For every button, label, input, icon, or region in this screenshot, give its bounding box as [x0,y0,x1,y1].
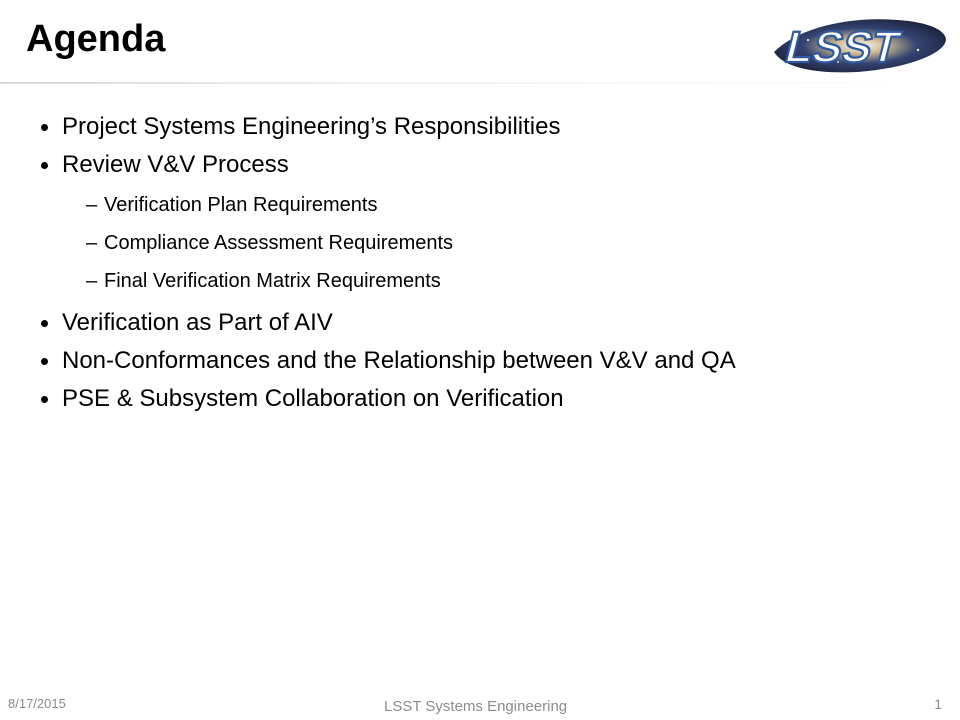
bullet-dot [41,396,48,403]
agenda-subitem-text: Verification Plan Requirements [104,194,378,216]
agenda-item [40,146,940,184]
bullet-dot [41,162,48,169]
agenda-item [40,304,940,342]
sub-marker: – [86,270,98,292]
page-number: 1 [934,696,942,712]
title-divider [0,82,960,84]
agenda-item [40,380,940,418]
agenda-subitem [40,262,940,300]
bullet-dot [41,320,48,327]
bullet-dot [41,358,48,365]
logo-wordmark: LSST [780,23,906,72]
agenda-item-text: Project Systems Engineering’s Responsibilities [62,113,561,140]
sub-marker: – [86,232,98,254]
agenda-list [40,108,940,418]
agenda-subitem-text: Compliance Assessment Requirements [104,232,454,254]
agenda-subitem-text: Final Verification Matrix Requirements [104,270,441,292]
agenda-sublist [40,186,940,300]
sub-marker: – [86,194,98,216]
agenda-item [40,342,940,380]
slide-title: Agenda [26,18,166,60]
agenda-item-text: PSE & Subsystem Collaboration on Verification [62,385,564,412]
footer-date: 8/17/2015 [8,696,66,711]
agenda-item-text: Non-Conformances and the Relationship between V&V and QA [62,347,736,374]
agenda-subitem [40,224,940,262]
lsst-logo [768,10,950,80]
agenda-item [40,108,940,146]
agenda-item-text: Verification as Part of AIV [62,309,333,336]
footer-title: LSST Systems Engineering [384,698,568,715]
bullet-dot [41,124,48,131]
lsst-logo-graphic [768,10,950,80]
agenda-subitem [40,186,940,224]
agenda-item-text: Review V&V Process [62,151,289,178]
